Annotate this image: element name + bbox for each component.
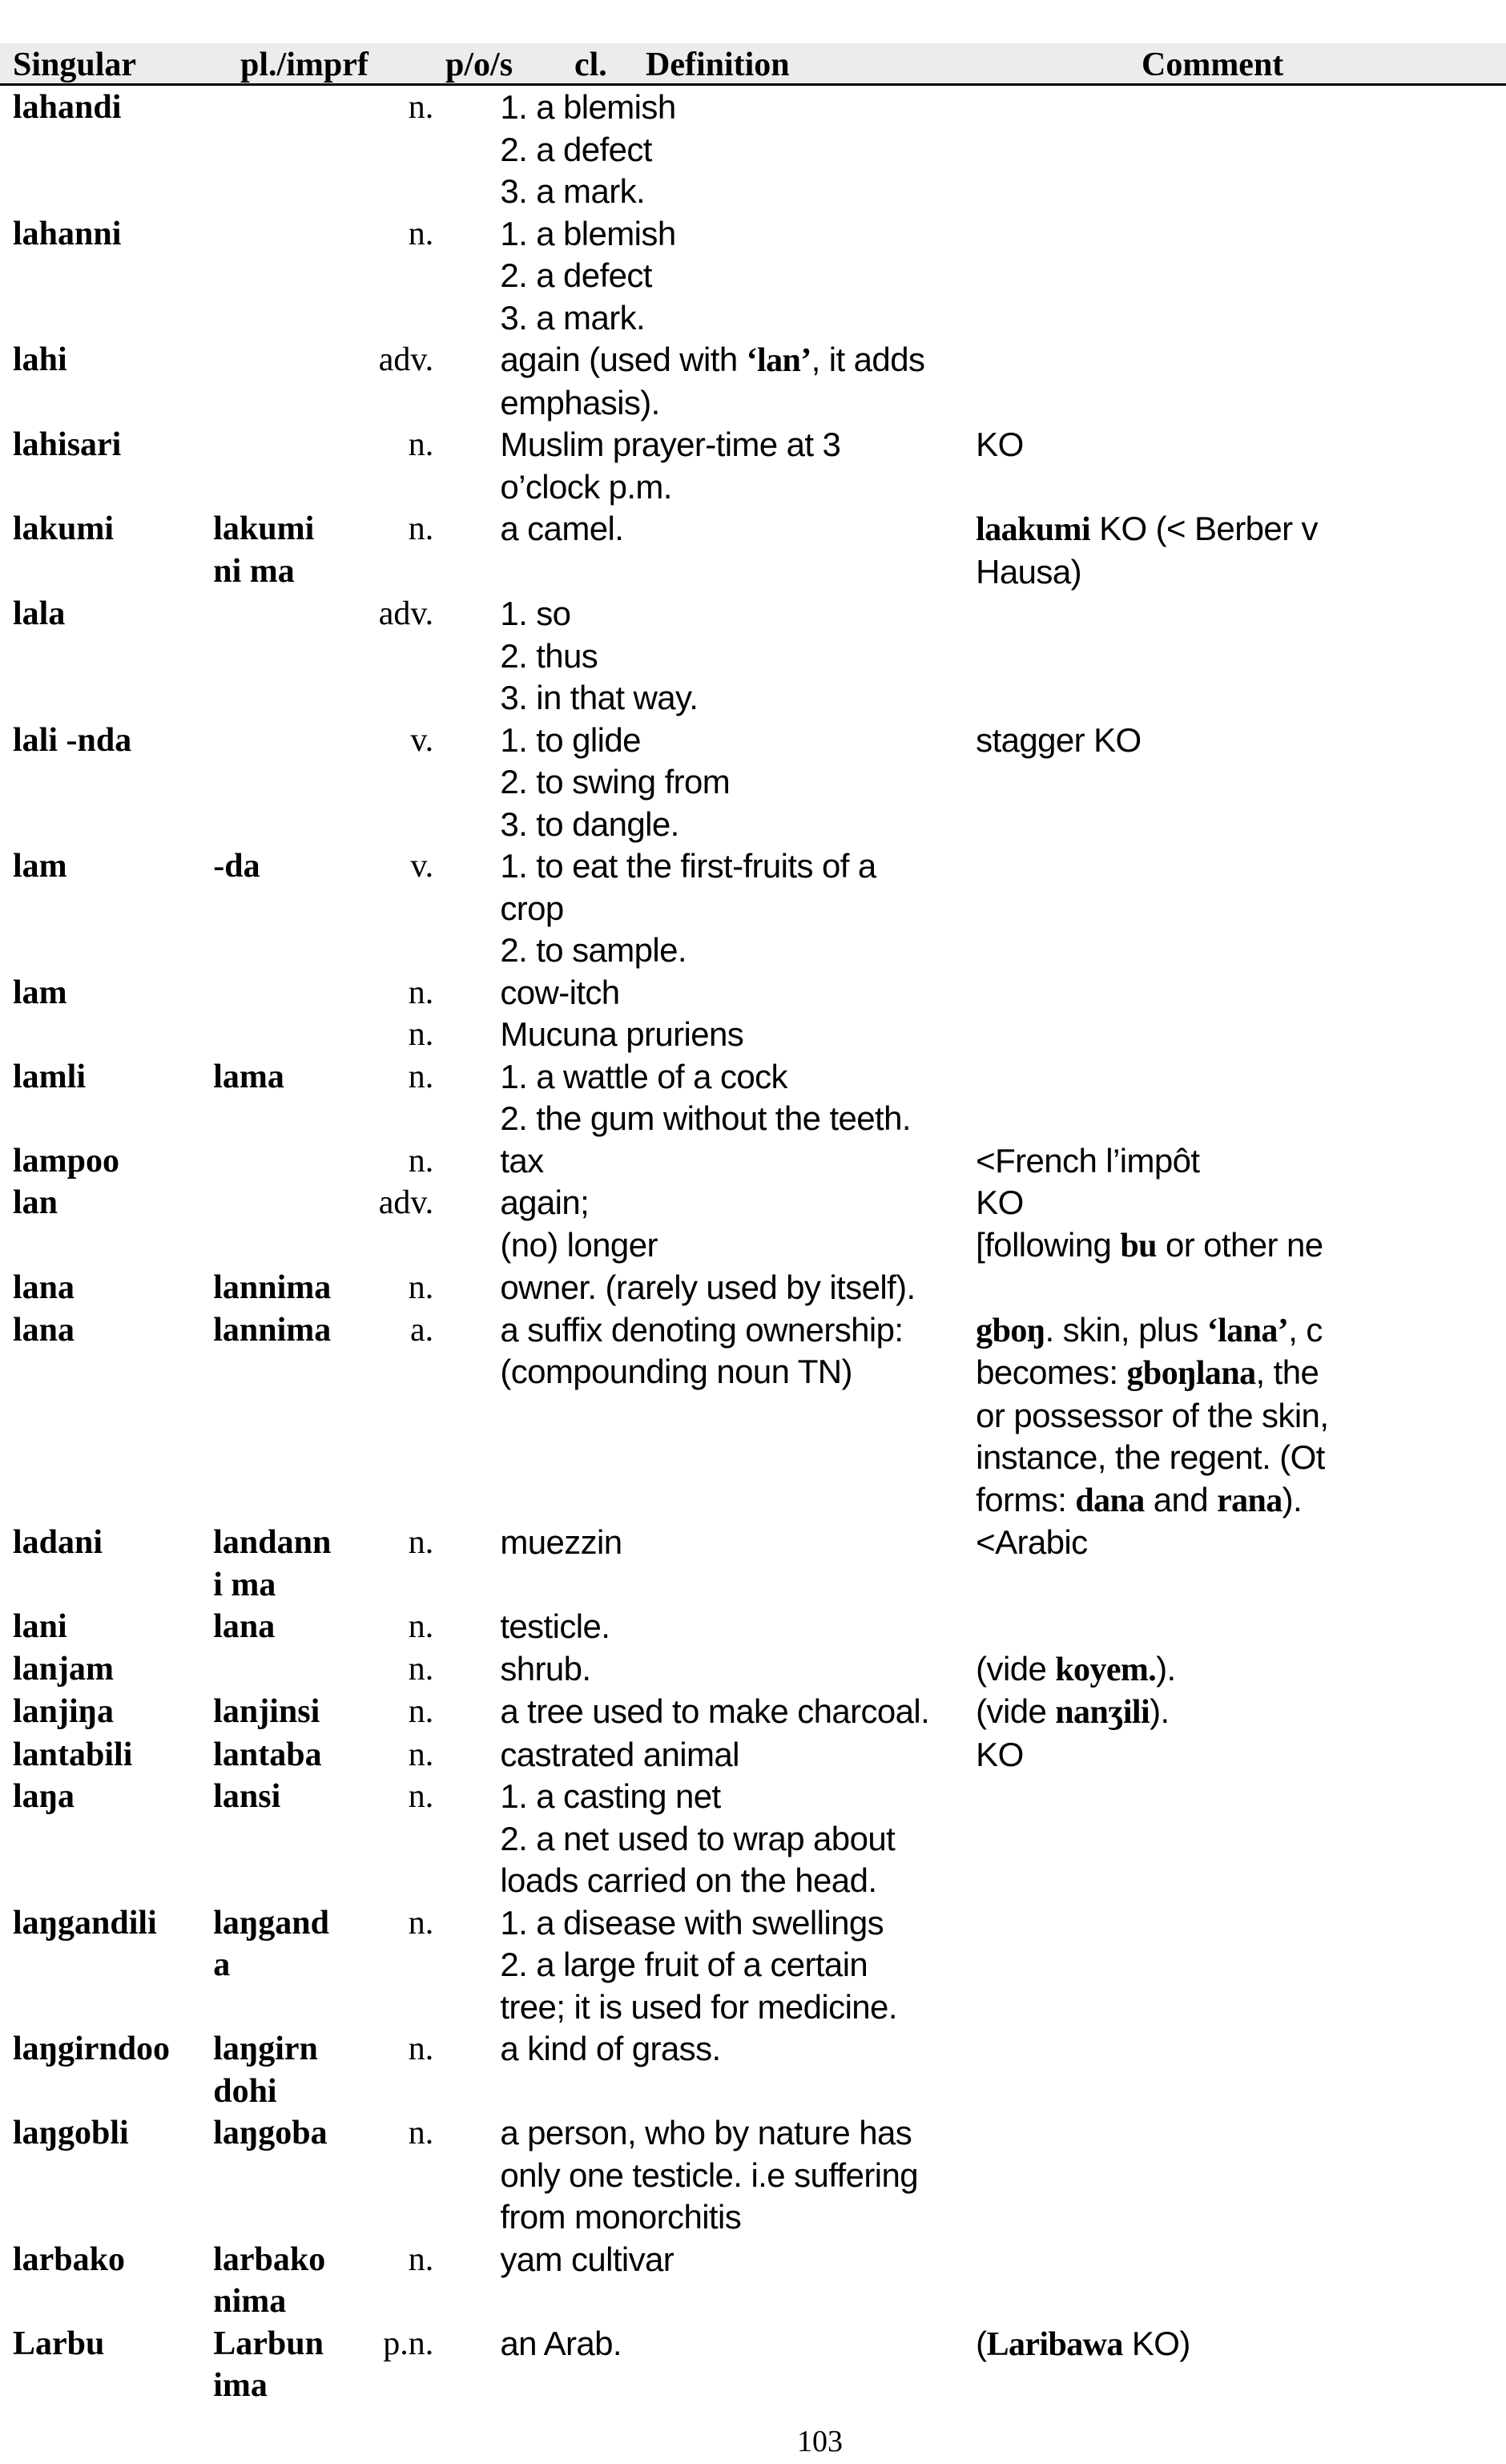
definition-line: 3. in that way.: [500, 679, 699, 716]
entry-singular: larbako: [13, 2240, 126, 2278]
entry-singular: lana: [13, 1269, 75, 1306]
comment-line: KO: [976, 1184, 1024, 1221]
entry-comment: [976, 1734, 1506, 1776]
entry-part-of-speech: n.: [408, 1904, 434, 1942]
definition-line: from monorchitis: [500, 2198, 742, 2236]
entry-singular: lali -nda: [13, 721, 132, 759]
entry-definition: [500, 1056, 976, 1140]
entry-part-of-speech: n.: [408, 1269, 434, 1306]
entry-singular: lanjam: [13, 1650, 114, 1688]
table-row: [13, 1309, 1506, 1522]
definition-line: (compounding noun TN): [500, 1353, 852, 1390]
entry-plural: lannima: [213, 1269, 332, 1306]
definition-line: testicle.: [500, 1607, 610, 1645]
definition-line: (no) longer: [500, 1225, 658, 1264]
definition-line: o’clock p.m.: [500, 467, 672, 506]
definition-line: tax: [500, 1141, 544, 1180]
table-row: [13, 1056, 1506, 1140]
entry-part-of-speech: n.: [408, 2240, 434, 2278]
entry-definition: [500, 845, 976, 972]
entry-singular: Larbu: [13, 2325, 105, 2362]
entry-definition: [500, 213, 976, 340]
table-row: [13, 424, 1506, 508]
entry-singular: laŋa: [13, 1778, 75, 1815]
definition-line: 2. to swing from: [500, 763, 731, 800]
entry-plural: lansi: [213, 1778, 281, 1815]
entry-definition: [500, 1648, 976, 1692]
col-header-plural: pl./imprf: [240, 46, 368, 83]
entry-class: [433, 2028, 500, 2112]
entry-singular: lahandi: [13, 89, 122, 126]
entry-part-of-speech: n.: [408, 1524, 434, 1561]
entry-plural: [213, 213, 339, 340]
col-header-definition: Definition: [646, 46, 790, 83]
definition-line: loads carried on the head.: [500, 1861, 877, 1899]
definition-line: shrub.: [500, 1649, 591, 1688]
entry-comment: [976, 1140, 1506, 1183]
entry-singular: lanjiŋa: [13, 1693, 115, 1730]
entry-class: [433, 2239, 500, 2323]
entry-class: [433, 1606, 500, 1648]
definition-line: Mucuna pruriens: [500, 1015, 744, 1053]
comment-line: instance, the regent. (Ot: [976, 1438, 1325, 1476]
entry-part-of-speech: n.: [408, 974, 434, 1011]
bold-term: ‘lan’: [746, 342, 811, 379]
table-row: [13, 2239, 1506, 2323]
bold-term: bu: [1120, 1227, 1157, 1264]
entry-comment: [976, 1522, 1506, 1606]
definition-line: yam cultivar: [500, 2240, 674, 2278]
entry-singular: laŋgirndoo: [13, 2030, 171, 2067]
entry-class: [433, 1648, 500, 1692]
comment-line: (Laribawa KO): [976, 2324, 1190, 2363]
entry-part-of-speech: n.: [408, 1693, 434, 1730]
table-row: [13, 1182, 1506, 1267]
entry-comment: [976, 1691, 1506, 1734]
table-row: [13, 508, 1506, 593]
definition-line: 1. a blemish: [500, 214, 676, 252]
entry-singular: lam: [13, 974, 67, 1011]
entry-class: [433, 1691, 500, 1734]
entry-class: [433, 508, 500, 593]
entry-part-of-speech: v.: [410, 848, 434, 885]
table-row: [13, 1522, 1506, 1606]
entry-class: [433, 87, 500, 213]
comment-line: stagger KO: [976, 720, 1142, 759]
entry-part-of-speech: adv.: [378, 595, 434, 632]
entry-plural: -da: [213, 848, 260, 885]
bold-term: dana: [1075, 1482, 1145, 1519]
entry-singular: lala: [13, 595, 66, 632]
entry-plural: laŋgirndohi: [213, 2030, 318, 2110]
entry-plural: laŋganda: [213, 1904, 329, 1983]
entry-definition: [500, 972, 976, 1014]
entry-definition: [500, 2239, 976, 2323]
entry-comment: [976, 508, 1506, 593]
comment-line: gboŋ. skin, plus ‘lana’, c: [976, 1310, 1323, 1349]
entry-part-of-speech: n.: [408, 1650, 434, 1688]
definition-line: 2. to sample.: [500, 931, 687, 969]
definition-line: a person, who by nature has: [500, 2114, 912, 2151]
entry-part-of-speech: n.: [408, 426, 434, 463]
entry-part-of-speech: n.: [408, 1142, 434, 1180]
entry-plural: lannima: [213, 1311, 332, 1349]
comment-line: KO: [976, 425, 1024, 463]
comment-line: becomes: gboŋlana, the: [976, 1353, 1319, 1392]
entry-definition: [500, 424, 976, 508]
definition-line: 1. a blemish: [500, 88, 676, 126]
entry-comment: [976, 2239, 1506, 2323]
col-header-pos: p/o/s: [445, 46, 513, 83]
entry-definition: [500, 339, 976, 424]
entry-part-of-speech: a.: [410, 1311, 434, 1349]
definition-line: a camel.: [500, 510, 624, 547]
definition-line: an Arab.: [500, 2324, 622, 2362]
table-row: [13, 1734, 1506, 1776]
entry-class: [433, 1182, 500, 1267]
entry-plural: [213, 720, 339, 846]
entry-class: [433, 593, 500, 720]
entry-plural: [213, 1140, 339, 1183]
entry-definition: [500, 87, 976, 213]
entry-part-of-speech: n.: [408, 2115, 434, 2151]
entry-comment: [976, 87, 1506, 213]
entry-plural: Larbunima: [213, 2325, 324, 2404]
entry-part-of-speech: adv.: [378, 1184, 434, 1221]
definition-line: a suffix denoting ownership:: [500, 1310, 904, 1349]
definition-line: castrated animal: [500, 1735, 739, 1773]
entry-class: [433, 1140, 500, 1183]
entry-part-of-speech: n.: [408, 1016, 434, 1053]
comment-line: <Arabic: [976, 1523, 1088, 1561]
entry-comment: [976, 1056, 1506, 1140]
table-row: [13, 1776, 1506, 1902]
entry-definition: [500, 2112, 976, 2239]
definition-line: muezzin: [500, 1523, 622, 1561]
entry-definition: [500, 1267, 976, 1309]
entry-comment: [976, 1776, 1506, 1902]
entry-singular: laŋgobli: [13, 2115, 129, 2151]
definition-line: 3. a mark.: [500, 172, 646, 210]
entry-plural: lama: [213, 1058, 284, 1095]
entry-definition: [500, 1014, 976, 1056]
entry-comment: [976, 339, 1506, 424]
table-row: [13, 972, 1506, 1014]
definition-line: 3. to dangle.: [500, 805, 679, 843]
entry-class: [433, 424, 500, 508]
entry-class: [433, 2112, 500, 2239]
definition-line: 2. a large fruit of a certain: [500, 1946, 868, 1983]
bold-term: rana: [1217, 1482, 1283, 1519]
entry-singular: lana: [13, 1311, 75, 1349]
entry-comment: [976, 720, 1506, 846]
entry-part-of-speech: n.: [408, 89, 434, 126]
definition-line: 1. a disease with swellings: [500, 1903, 884, 1942]
entry-plural: lanjinsi: [213, 1693, 320, 1730]
definition-line: 2. thus: [500, 636, 598, 675]
entry-comment: [976, 213, 1506, 340]
entry-part-of-speech: v.: [410, 721, 434, 759]
entry-plural: [213, 593, 339, 720]
definition-line: 1. to eat the first-fruits of a: [500, 847, 876, 885]
entry-plural: [213, 1182, 339, 1267]
table-row: [13, 593, 1506, 720]
entry-definition: [500, 1606, 976, 1648]
table-row: [13, 1648, 1506, 1692]
table-row: [13, 1014, 1506, 1056]
definition-line: 2. a defect: [500, 256, 652, 294]
entry-comment: [976, 2028, 1506, 2112]
entry-singular: lahi: [13, 341, 67, 378]
comment-line: or possessor of the skin,: [976, 1396, 1329, 1434]
comment-line: forms: dana and rana).: [976, 1480, 1303, 1519]
table-row: [13, 2112, 1506, 2239]
entry-class: [433, 1309, 500, 1522]
entry-class: [433, 213, 500, 340]
bold-term: laakumi: [976, 511, 1091, 548]
table-row: [13, 720, 1506, 846]
table-row: [13, 87, 1506, 213]
entry-comment: [976, 1902, 1506, 2029]
bold-term: gboŋ: [976, 1312, 1045, 1349]
entry-class: [433, 1014, 500, 1056]
entry-part-of-speech: n.: [408, 1058, 434, 1095]
entry-plural: lantaba: [213, 1736, 322, 1773]
entry-part-of-speech: adv.: [378, 341, 434, 378]
entry-comment: [976, 2323, 1506, 2407]
bold-term: nanʒili: [1055, 1694, 1150, 1731]
entry-part-of-speech: p.n.: [383, 2325, 434, 2362]
entry-singular: lan: [13, 1184, 58, 1221]
entry-class: [433, 720, 500, 846]
entry-part-of-speech: n.: [408, 510, 434, 547]
col-header-comment: Comment: [1142, 46, 1284, 83]
comment-line: (vide koyem.).: [976, 1649, 1176, 1688]
entry-definition: [500, 1140, 976, 1183]
entry-plural: larbakonima: [213, 2240, 326, 2320]
entry-plural: [213, 87, 339, 213]
definition-line: again;: [500, 1184, 590, 1221]
entry-singular: lam: [13, 848, 67, 885]
entry-definition: [500, 1734, 976, 1776]
entry-class: [433, 1267, 500, 1309]
bold-term: ‘lana’: [1206, 1312, 1289, 1349]
entry-part-of-speech: n.: [408, 1608, 434, 1645]
col-header-class: cl.: [574, 46, 607, 83]
table-row: [13, 2028, 1506, 2112]
entry-class: [433, 1776, 500, 1902]
entry-plural: [213, 339, 339, 424]
entry-comment: [976, 845, 1506, 972]
table-row: [13, 845, 1506, 972]
table-row: [13, 1902, 1506, 2029]
entry-comment: [976, 424, 1506, 508]
entry-plural: [213, 1648, 339, 1692]
table-row: [13, 1606, 1506, 1648]
table-row: [13, 339, 1506, 424]
definition-line: 1. so: [500, 595, 571, 632]
entry-definition: [500, 720, 976, 846]
entry-singular: lahanni: [13, 215, 122, 252]
table-row: [13, 2323, 1506, 2407]
entry-plural: landanni ma: [213, 1524, 332, 1603]
table-row: [13, 1140, 1506, 1183]
definition-line: owner. (rarely used by itself).: [500, 1268, 916, 1306]
entry-singular: ladani: [13, 1524, 103, 1561]
entry-singular: [13, 1014, 213, 1056]
entry-class: [433, 1902, 500, 2029]
bold-term: Laribawa: [986, 2325, 1123, 2363]
entry-definition: [500, 2323, 976, 2407]
comment-line: laakumi KO (< Berber v: [976, 510, 1318, 548]
entry-comment: [976, 593, 1506, 720]
dictionary-table: [13, 87, 1506, 2407]
definition-line: again (used with ‘lan’, it adds: [500, 341, 925, 379]
comment-line: [following bu or other ne: [976, 1225, 1323, 1264]
page-number: 103: [797, 2425, 843, 2458]
dictionary-body: [13, 87, 1506, 2407]
entry-part-of-speech: n.: [408, 2030, 434, 2067]
entry-singular: lampoo: [13, 1142, 120, 1180]
entry-definition: [500, 593, 976, 720]
definition-line: cow-itch: [500, 973, 620, 1011]
definition-line: 1. to glide: [500, 720, 641, 759]
entry-definition: [500, 1309, 976, 1522]
entry-class: [433, 1056, 500, 1140]
comment-line: <French l’impôt: [976, 1141, 1200, 1180]
entry-comment: [976, 1309, 1506, 1522]
table-row: [13, 213, 1506, 340]
definition-line: only one testicle. i.e suffering: [500, 2155, 919, 2194]
table-row: [13, 1691, 1506, 1734]
entry-part-of-speech: n.: [408, 215, 434, 252]
entry-plural: lana: [213, 1608, 276, 1645]
entry-definition: [500, 1776, 976, 1902]
entry-definition: [500, 1182, 976, 1267]
entry-singular: lamli: [13, 1058, 86, 1095]
entry-definition: [500, 1522, 976, 1606]
entry-comment: [976, 1267, 1506, 1309]
definition-line: 1. a wattle of a cock: [500, 1057, 787, 1095]
bold-term: koyem.: [1055, 1651, 1157, 1688]
entry-definition: [500, 1902, 976, 2029]
entry-plural: [213, 424, 339, 508]
entry-part-of-speech: n.: [408, 1736, 434, 1773]
col-header-singular: Singular: [13, 46, 137, 83]
entry-singular: laŋgandili: [13, 1904, 157, 1942]
comment-line: KO: [976, 1735, 1024, 1773]
entry-singular: lakumi: [13, 510, 115, 547]
entry-singular: lahisari: [13, 426, 122, 463]
definition-line: a tree used to make charcoal.: [500, 1692, 930, 1730]
entry-definition: [500, 508, 976, 593]
comment-line: Hausa): [976, 552, 1081, 591]
definition-line: crop: [500, 889, 564, 927]
entry-plural: laŋgoba: [213, 2115, 328, 2151]
entry-singular: lani: [13, 1608, 67, 1645]
entry-comment: [976, 972, 1506, 1014]
entry-plural: lakumini ma: [213, 510, 315, 590]
entry-comment: [976, 1648, 1506, 1692]
entry-singular: lantabili: [13, 1736, 133, 1773]
entry-class: [433, 1734, 500, 1776]
entry-class: [433, 2323, 500, 2407]
entry-comment: [976, 2112, 1506, 2239]
definition-line: a kind of grass.: [500, 2030, 721, 2067]
entry-class: [433, 845, 500, 972]
entry-plural: [213, 972, 339, 1014]
comment-line: (vide nanʒili).: [976, 1692, 1170, 1731]
entry-class: [433, 972, 500, 1014]
definition-line: Muslim prayer-time at 3: [500, 425, 841, 463]
entry-definition: [500, 1691, 976, 1734]
entry-comment: [976, 1606, 1506, 1648]
definition-line: 1. a casting net: [500, 1777, 721, 1815]
table-row: [13, 1267, 1506, 1309]
entry-comment: [976, 1182, 1506, 1267]
definition-line: emphasis).: [500, 383, 660, 421]
entry-part-of-speech: n.: [408, 1778, 434, 1815]
definition-line: 2. a net used to wrap about: [500, 1819, 896, 1857]
entry-class: [433, 339, 500, 424]
definition-line: 3. a mark.: [500, 298, 646, 337]
definition-line: 2. a defect: [500, 130, 652, 168]
entry-class: [433, 1522, 500, 1606]
bold-term: gboŋlana: [1126, 1355, 1256, 1392]
entry-plural: [213, 1014, 339, 1056]
entry-definition: [500, 2028, 976, 2112]
definition-line: tree; it is used for medicine.: [500, 1987, 897, 2026]
definition-line: 2. the gum without the teeth.: [500, 1099, 911, 1137]
entry-comment: [976, 1014, 1506, 1056]
